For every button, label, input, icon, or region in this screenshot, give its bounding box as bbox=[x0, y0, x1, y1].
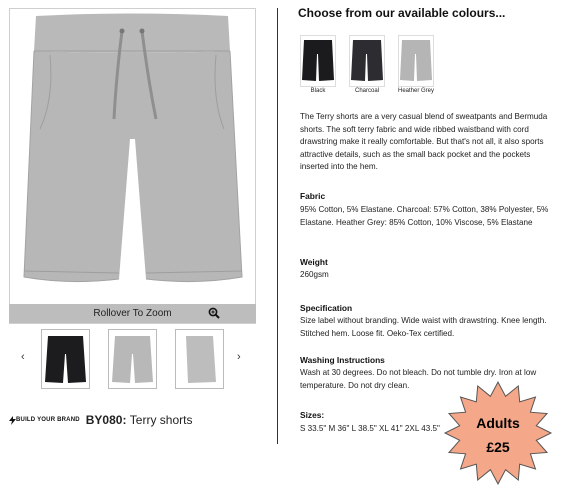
specification-text: Size label without branding. Wide waist with drawstring. Knee length. Stitched hem. Loose fit. Oeko-Tex certified. bbox=[300, 316, 547, 338]
swatch-label-heather-grey: Heather Grey bbox=[397, 88, 434, 94]
thumbnail-grey[interactable] bbox=[108, 329, 157, 389]
swatch-label-charcoal: Charcoal bbox=[354, 88, 379, 94]
shorts-thumbnail-black bbox=[42, 330, 89, 388]
shorts-thumbnail-grey bbox=[109, 330, 156, 388]
weight-text: 260gsm bbox=[300, 270, 329, 279]
zoom-bar[interactable] bbox=[9, 304, 256, 323]
specification-heading: Specification bbox=[300, 303, 353, 313]
bolt-icon bbox=[9, 416, 16, 425]
thumbnail-grey-side[interactable] bbox=[175, 329, 224, 389]
thumbnail-next-arrow-icon[interactable]: › bbox=[237, 351, 241, 363]
swatch-heather-grey[interactable] bbox=[398, 35, 434, 87]
badge-price: £25 bbox=[486, 439, 510, 455]
washing-heading: Washing Instructions bbox=[300, 355, 385, 365]
shorts-main-image bbox=[10, 9, 255, 305]
thumbnail-black[interactable] bbox=[41, 329, 90, 389]
product-name: Terry shorts bbox=[129, 413, 193, 427]
product-code: BY080: bbox=[85, 413, 127, 427]
brand-logo bbox=[9, 416, 80, 425]
starburst-badge bbox=[442, 381, 554, 485]
magnifier-plus-icon[interactable] bbox=[208, 307, 220, 319]
sizes-heading: Sizes: bbox=[300, 410, 325, 420]
swatch-label-black: Black bbox=[310, 88, 326, 94]
brand-name: BUILD YOUR BRAND bbox=[16, 417, 80, 423]
colours-heading: Choose from our available colours... bbox=[298, 6, 506, 20]
weight-heading: Weight bbox=[300, 257, 328, 267]
washing-text: Wash at 30 degrees. Do not bleach. Do not tumble dry. Iron at low temperature. Do not dry clean. bbox=[300, 368, 537, 390]
product-title-row bbox=[9, 413, 192, 427]
fabric-heading: Fabric bbox=[300, 191, 326, 201]
swatch-charcoal[interactable] bbox=[349, 35, 385, 87]
column-divider bbox=[277, 8, 278, 444]
badge-audience: Adults bbox=[476, 415, 520, 431]
product-image-viewer[interactable] bbox=[9, 8, 256, 324]
fabric-text: 95% Cotton, 5% Elastane. Charcoal: 57% Cotton, 38% Polyester, 5% Elastane. Heather Grey: 85% Cotton, 10% Viscose, 5% Elastane bbox=[300, 205, 549, 227]
swatch-black[interactable] bbox=[300, 35, 336, 87]
product-description: The Terry shorts are a very casual blend of sweatpants and Bermuda shorts. The soft terry fabric and wide ribbed waistband with cord drawstring make it really comfortable. But that's not all, it also sports attractive details, such as the small back pocket and the pockets inserted into the hem. bbox=[300, 112, 548, 172]
price-badge bbox=[442, 381, 554, 485]
sizes-text: S 33.5" M 36" L 38.5" XL 41" 2XL 43.5" bbox=[300, 424, 440, 433]
zoom-label: Rollover To Zoom bbox=[93, 308, 172, 319]
thumbnail-prev-arrow-icon[interactable]: ‹ bbox=[21, 351, 25, 363]
shorts-thumbnail-side bbox=[176, 330, 223, 388]
